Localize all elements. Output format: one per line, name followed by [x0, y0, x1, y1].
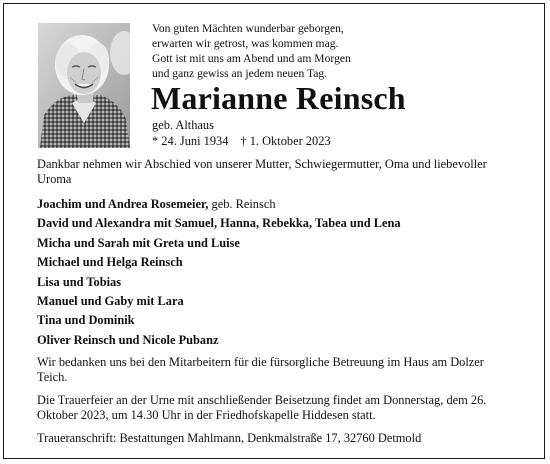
deceased-name: Marianne Reinsch [151, 80, 406, 116]
family-names: Michael und Helga Reinsch [37, 255, 183, 270]
intro-text: Dankbar nehmen wir Abschied von unserer Mutter, Schwiegermutter, Oma und liebevoller Uroma [37, 157, 487, 187]
poem-line: erwarten wir getrost, was kommen mag. [152, 37, 339, 51]
family-note: geb. Reinsch [208, 197, 276, 211]
family-row [37, 313, 401, 332]
family-row [37, 294, 401, 313]
family-names: Lisa und Tobias [37, 274, 122, 289]
family-row [37, 236, 401, 255]
family-names: Tina und Dominik [37, 313, 135, 328]
family-list [37, 197, 401, 352]
poem-line: Von guten Mächten wunderbar geborgen, [152, 22, 344, 35]
family-names: Joachim und Andrea Rosemeier, [37, 197, 209, 211]
life-dates [152, 134, 331, 149]
family-row [37, 333, 401, 352]
family-names: Manuel und Gaby mit Lara [37, 293, 184, 308]
family-row [37, 197, 401, 216]
mourning-address: Traueranschrift: Bestattungen Mahlmann, Denkmalstraße 17, 32760 Detmold [37, 431, 422, 445]
thanks-text: Wir bedanken uns bei den Mitarbeitern für die fürsorgliche Betreuung im Haus am Dolzer Teich. [37, 355, 484, 385]
birth-date: * 24. Juni 1934 [152, 134, 229, 148]
portrait-photo [38, 23, 130, 148]
family-row [37, 216, 401, 235]
death-date: † 1. Oktober 2023 [240, 134, 331, 148]
family-names: David und Alexandra mit Samuel, Hanna, Rebekka, Tabea und Lena [37, 216, 401, 231]
poem-line: Gott ist mit uns am Abend und am Morgen [152, 52, 351, 66]
poem [152, 21, 351, 81]
family-row [37, 275, 401, 294]
family-names: Oliver Reinsch und Nicole Pubanz [37, 332, 219, 347]
poem-line: und ganz gewiss an jedem neuen Tag. [152, 67, 328, 81]
family-names: Micha und Sarah mit Greta und Luise [37, 235, 240, 250]
ceremony-text: Die Trauerfeier an der Urne mit anschließender Beisetzung findet am Donnerstag, dem 26. Oktober 2023, um 14.30 Uhr in der Friedhofskapelle Hiddesen statt. [37, 393, 487, 423]
maiden-name: geb. Althaus [152, 118, 214, 132]
family-row [37, 255, 401, 274]
